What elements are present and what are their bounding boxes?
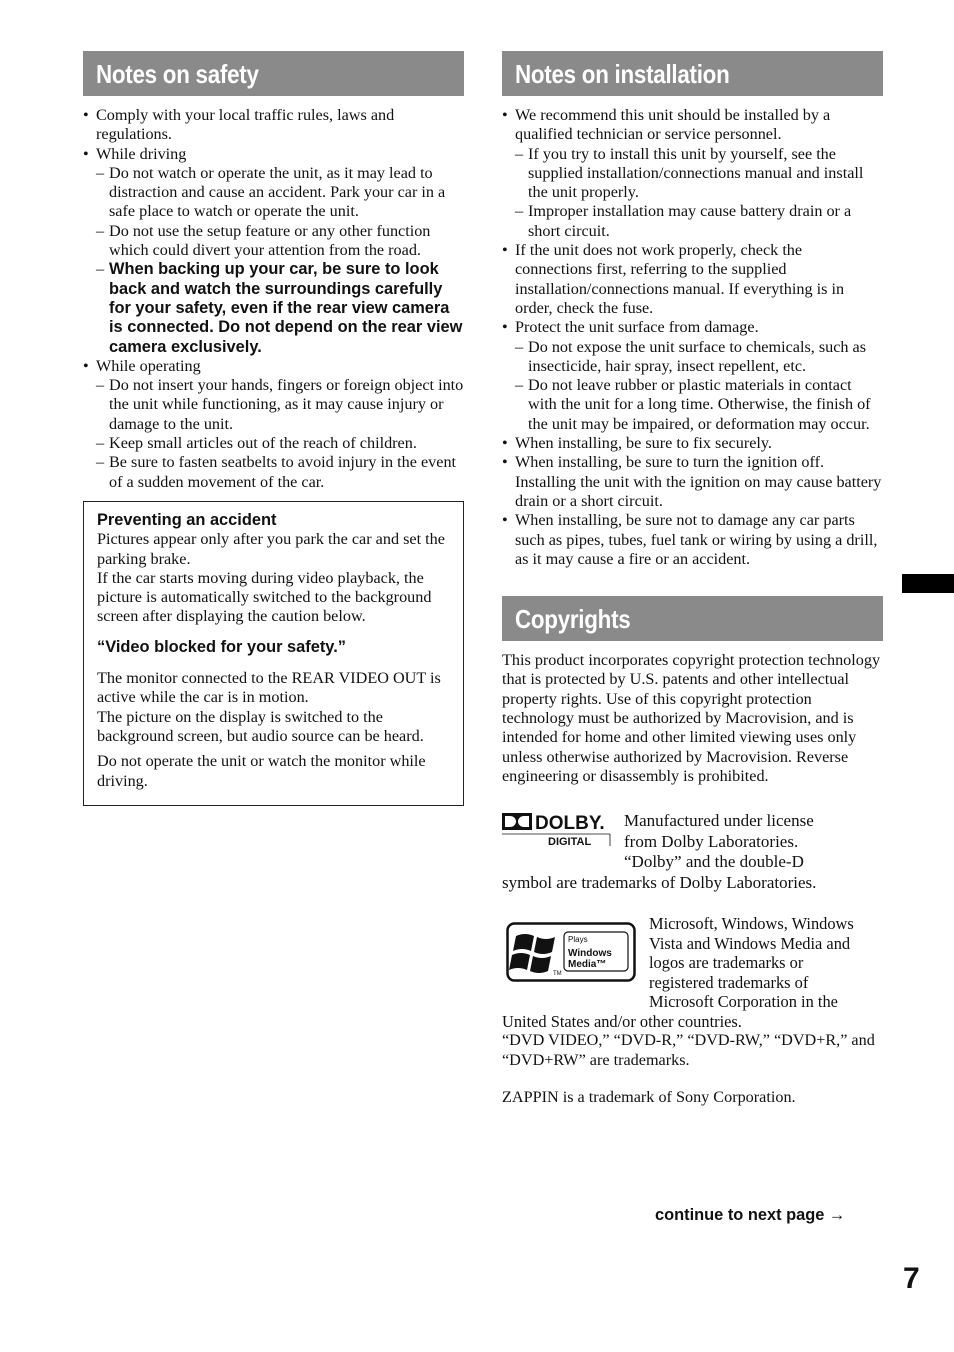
svg-text:DIGITAL: DIGITAL (548, 836, 592, 849)
install-dash-2: – Improper installation may cause battery drain or a short circuit. (515, 202, 883, 241)
accident-para-4: The picture on the display is switched to the background screen, but audio source can be heard. (97, 707, 424, 745)
zappin-trademark-paragraph: ZAPPIN is a trademark of Sony Corporation. (502, 1087, 796, 1106)
svg-text:Windows: Windows (568, 948, 612, 960)
accident-para-2: If the car starts moving during video playback, the picture is automatically switched to the background screen after displaying the caution below. (97, 568, 432, 626)
windows-media-logo (506, 922, 636, 984)
section-tab-marker (902, 574, 954, 593)
ms-line-4: registered trademarks of (649, 972, 809, 992)
accident-title: Preventing an accident (97, 510, 277, 529)
svg-text:TM: TM (553, 971, 562, 978)
ms-line-3: logos are trademarks or (649, 953, 804, 973)
safety-dash-2: – Do not use the setup feature or any other function which could divert your attention from the road. (96, 222, 464, 261)
macrovision-paragraph: This product incorporates copyright protection technology that is protected by U.S. patents and other intellectual property rights. Use of this copyright protection technology must be authorized by Macrovision, and is intended for home and other limited viewing uses only unless otherwise authorized by Macrovision. Reverse engineering or disassembly is prohibited. (502, 651, 881, 785)
ms-line-2: Vista and Windows Media and (649, 933, 851, 953)
install-bullet-2: • If the unit does not work properly, check the connections first, referring to the supplied installation/connections manual. If everything is in order, check the fuse. (502, 241, 883, 318)
safety-bullet-1: • Comply with your local traffic rules, laws and regulations. (83, 106, 464, 145)
dolby-line-4: symbol are trademarks of Dolby Laboratories. (502, 872, 817, 892)
svg-text:Media™: Media™ (568, 959, 607, 971)
dvd-trademark-paragraph: “DVD VIDEO,” “DVD-R,” “DVD-RW,” “DVD+R,” and “DVD+RW” are trademarks. (502, 1031, 875, 1069)
dolby-line-3: “Dolby” and the double-D (624, 852, 804, 872)
safety-dash-6: – Be sure to fasten seatbelts to avoid injury in the event of a sudden movement of the car. (96, 453, 464, 492)
safety-body (83, 106, 464, 492)
page-number: 7 (903, 1262, 920, 1295)
safety-heading: Notes on safety (83, 51, 464, 96)
dolby-line-1: Manufactured under license (624, 811, 814, 831)
install-dash-4: – Do not leave rubber or plastic materials in contact with the unit for a long time. Otherwise, the finish of the unit may be impaired, or deformation may occur. (515, 376, 883, 434)
accident-para-5: Do not operate the unit or watch the monitor while driving. (97, 752, 426, 790)
safety-bullet-3: • While operating – Do not insert your hands, fingers or foreign object into the unit while functioning, as it may cause injury or damage to the unit. – Keep small articles out of the reach of children. – Be sure to fasten seatbelts to avoid injury in the event of a sudden movement of the car. (83, 357, 464, 492)
continue-next-page: continue to next page → (655, 1206, 846, 1224)
microsoft-section (502, 914, 883, 1031)
dolby-digital-logo (502, 811, 612, 851)
accident-caution: “Video blocked for your safety.” (97, 637, 346, 656)
install-dash-3: – Do not expose the unit surface to chemicals, such as insecticide, hair spray, insect repellent, etc. (515, 338, 883, 377)
ms-line-5: Microsoft Corporation in the (649, 992, 838, 1012)
accident-para-3: The monitor connected to the REAR VIDEO OUT is active while the car is in motion. (97, 669, 441, 707)
installation-body (502, 106, 883, 569)
install-bullet-4: • When installing, be sure to fix securely. (502, 434, 883, 453)
left-column (83, 51, 464, 806)
safety-bullet-2: • While driving – Do not watch or operate the unit, as it may lead to distraction and cause an accident. Park your car in a safe place to watch or operate the unit. – Do not use the setup feature or any other function which could divert your attention from the road. – When backing up your car, be sure to look back and watch the surroundings carefully for your safety, even if the rear view camera is connected. Do not depend on the rear view camera exclusively. (83, 145, 464, 357)
install-bullet-1: • We recommend this unit should be installed by a qualified technician or service personnel. – If you try to install this unit by yourself, see the supplied installation/connections manual and install the unit properly. – Improper installation may cause battery drain or a short circuit. (502, 106, 883, 241)
safety-dash-4: – Do not insert your hands, fingers or foreign object into the unit while functioning, as it may cause injury or damage to the unit. (96, 376, 464, 434)
preventing-accident-box (83, 501, 464, 806)
copyrights-body (502, 651, 883, 1107)
install-bullet-5: • When installing, be sure to turn the ignition off. Installing the unit with the ignition on may cause battery drain or a short circuit. (502, 453, 883, 511)
svg-text:Plays: Plays (568, 935, 588, 945)
copyrights-heading: Copyrights (502, 596, 883, 641)
dolby-line-2: from Dolby Laboratories. (624, 831, 799, 851)
installation-heading: Notes on installation (502, 51, 883, 96)
install-dash-1: – If you try to install this unit by yourself, see the supplied installation/connections manual and install the unit properly. (515, 145, 883, 203)
install-bullet-6: • When installing, be sure not to damage any car parts such as pipes, tubes, fuel tank or wiring by using a drill, as it may cause a fire or an accident. (502, 511, 883, 569)
dolby-section (502, 811, 883, 892)
right-column (502, 51, 883, 1107)
install-bullet-3: • Protect the unit surface from damage. – Do not expose the unit surface to chemicals, such as insecticide, hair spray, insect repellent, etc. – Do not leave rubber or plastic materials in contact with the unit for a long time. Otherwise, the finish of the unit may be impaired, or deformation may occur. (502, 318, 883, 434)
safety-dash-5: – Keep small articles out of the reach of children. (96, 434, 464, 453)
ms-line-1: Microsoft, Windows, Windows (649, 914, 854, 934)
accident-para-1: Pictures appear only after you park the car and set the parking brake. (97, 530, 445, 568)
svg-text:DOLBY.: DOLBY. (535, 813, 605, 835)
ms-line-6: United States and/or other countries. (502, 1011, 742, 1031)
safety-dash-3: – When backing up your car, be sure to look back and watch the surroundings carefully for your safety, even if the rear view camera is connected. Do not depend on the rear view camera exclusively. (96, 260, 464, 356)
safety-dash-1: – Do not watch or operate the unit, as it may lead to distraction and cause an accident. Park your car in a safe place to watch or operate the unit. (96, 164, 464, 222)
